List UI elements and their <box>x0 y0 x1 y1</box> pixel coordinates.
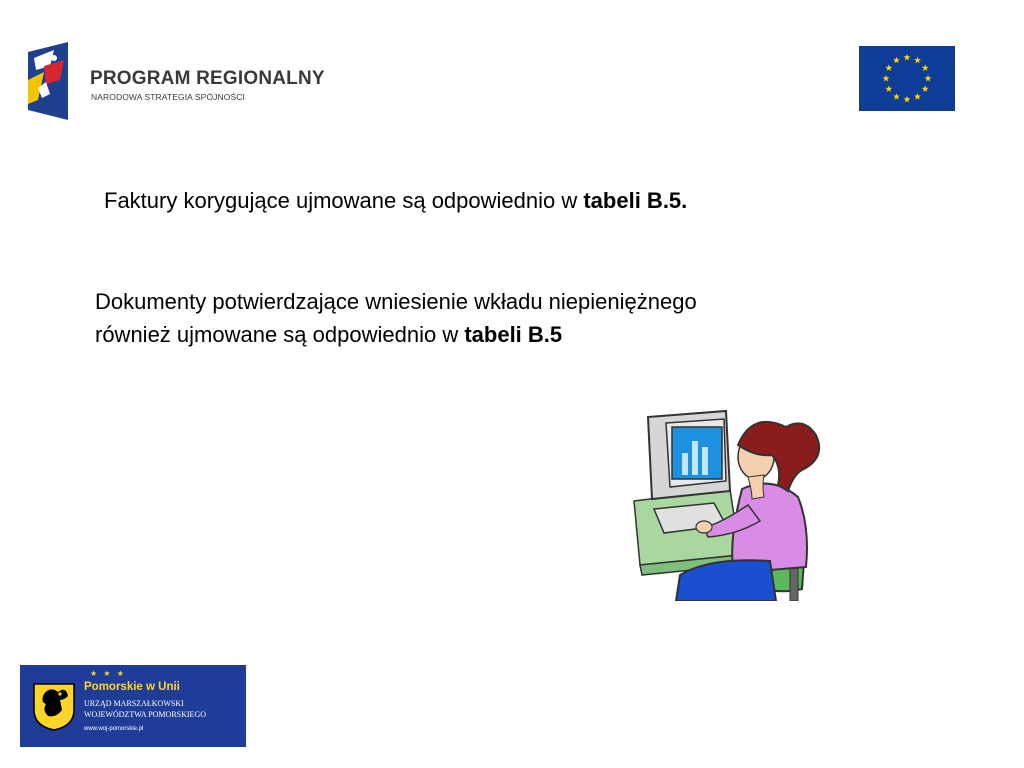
footer-office-line2: WOJEWÓDZTWA POMORSKIEGO <box>84 710 206 719</box>
footer-url: www.woj-pomorskie.pl <box>84 726 144 732</box>
eu-flag-icon <box>859 46 955 111</box>
program-subtitle: NARODOWA STRATEGIA SPÓJNOŚCI <box>91 92 245 102</box>
woman-at-computer-illustration <box>630 405 830 601</box>
paragraph-documents-line2-text: również ujmowane są odpowiednio w <box>95 322 465 347</box>
paragraph-documents-line2 <box>95 318 697 351</box>
paragraph-documents-line1: Dokumenty potwierdzające wniesienie wkładu niepieniężnego <box>95 289 697 314</box>
paragraph-invoices <box>104 184 687 217</box>
table-b5-reference: tabeli B.5. <box>583 188 688 213</box>
footer-stars: ★ ★ ★ <box>90 669 126 678</box>
footer-office-line1: URZĄD MARSZAŁKOWSKI <box>84 699 184 708</box>
footer-title: Pomorskie w Unii <box>84 681 180 693</box>
table-b5-reference-2: tabeli B.5 <box>464 322 563 347</box>
griffin-coat-of-arms-icon <box>30 680 78 732</box>
paragraph-documents <box>95 285 697 351</box>
program-title: PROGRAM REGIONALNY <box>90 68 325 89</box>
paragraph-invoices-text: Faktury korygujące ujmowane są odpowiednio w <box>104 188 584 213</box>
